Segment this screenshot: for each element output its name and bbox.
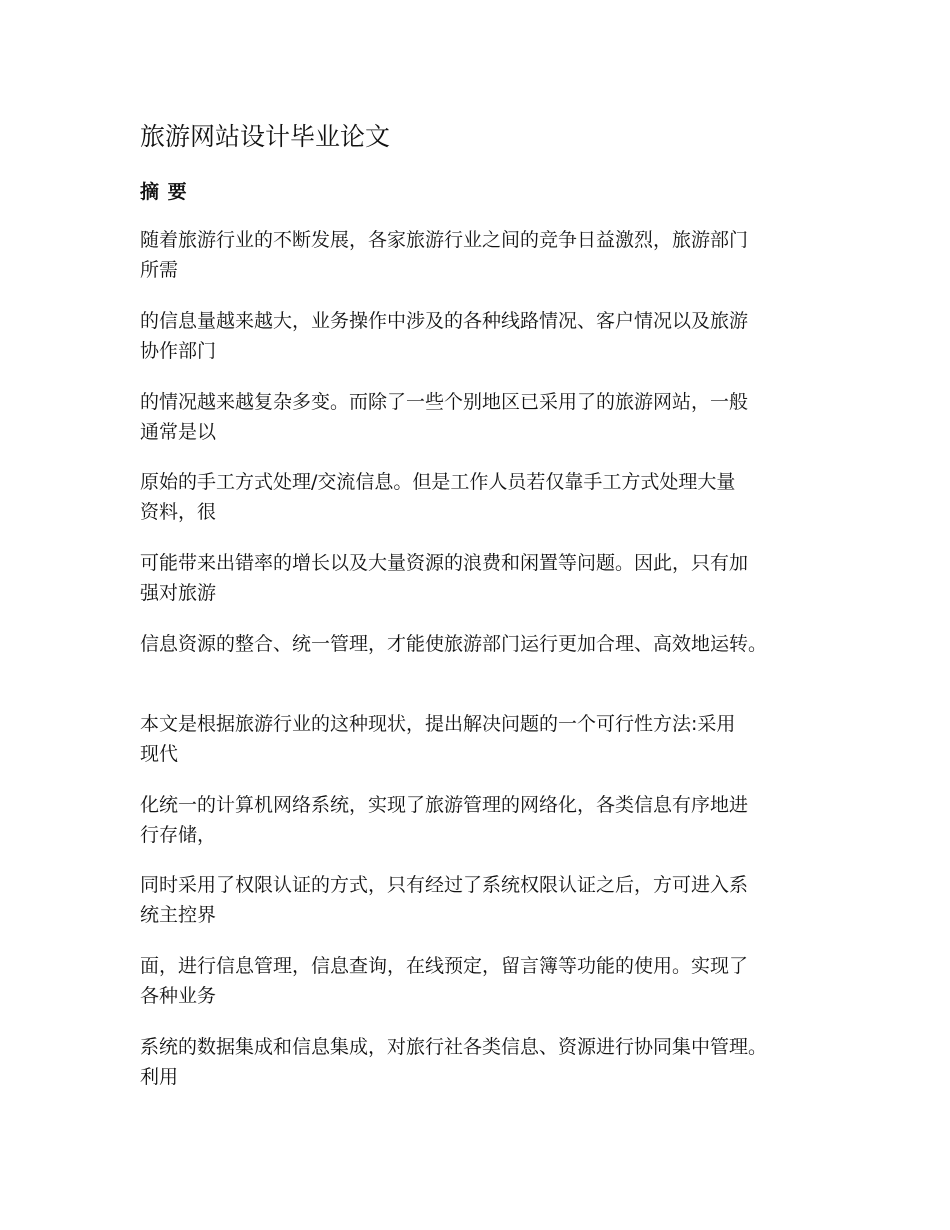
- paragraph-10: [140, 951, 830, 1011]
- paragraph-line: 原始的手工方式处理/交流信息。但是工作人员若仅靠手工方式处理大量: [140, 471, 736, 493]
- paragraph-9: [140, 870, 830, 930]
- paragraph-line: 系统的数据集成和信息集成，对旅行社各类信息、资源进行协同集中管理。: [140, 1036, 768, 1058]
- paragraph-line: 可能带来出错率的增长以及大量资源的浪费和闲置等问题。因此，只有加: [140, 552, 749, 574]
- paragraph-line: 同时采用了权限认证的方式，只有经过了系统权限认证之后，方可进入系: [140, 874, 749, 896]
- paragraph-line: 随着旅游行业的不断发展，各家旅游行业之间的竞争日益激烈，旅游部门: [140, 229, 749, 251]
- paragraph-7: [140, 709, 830, 769]
- paragraph-line: 通常是以: [140, 421, 217, 443]
- paragraph-line: 化统一的计算机网络系统，实现了旅游管理的网络化，各类信息有序地进: [140, 794, 749, 816]
- paragraph-5: [140, 548, 830, 608]
- paragraph-2: [140, 306, 830, 366]
- paragraph-line: 利用: [140, 1066, 179, 1088]
- paragraph-line: 现代: [140, 743, 179, 765]
- paragraph-line: 信息资源的整合、统一管理，才能使旅游部门运行更加合理、高效地运转。: [140, 633, 768, 655]
- abstract-heading: 摘 要: [140, 181, 188, 203]
- paragraph-line: 统主控界: [140, 904, 217, 926]
- paragraph-3: [140, 387, 830, 447]
- paragraph-8: [140, 790, 830, 850]
- paragraph-11: [140, 1032, 830, 1092]
- paragraph-line: 面，进行信息管理，信息查询，在线预定，留言簿等功能的使用。实现了: [140, 955, 749, 977]
- paragraph-line: 资料，很: [140, 501, 217, 523]
- paragraph-line: 的情况越来越复杂多变。而除了一些个别地区已采用了的旅游网站，一般: [140, 391, 749, 413]
- paragraph-line: 的信息量越来越大，业务操作中涉及的各种线路情况、客户情况以及旅游: [140, 310, 749, 332]
- paragraph-line: 各种业务: [140, 985, 217, 1007]
- paragraph-line: 本文是根据旅游行业的这种现状，提出解决问题的一个可行性方法:采用: [140, 713, 736, 735]
- paragraph-line: 协作部门: [140, 340, 217, 362]
- paragraph-line: 强对旅游: [140, 582, 217, 604]
- paragraph-4: [140, 467, 830, 527]
- paragraph-line: 行存储，: [140, 824, 217, 846]
- document-title: 旅游网站设计毕业论文: [140, 122, 391, 151]
- paragraph-6: [140, 629, 830, 659]
- paragraph-line: 所需: [140, 259, 179, 281]
- paragraph-1: [140, 225, 830, 285]
